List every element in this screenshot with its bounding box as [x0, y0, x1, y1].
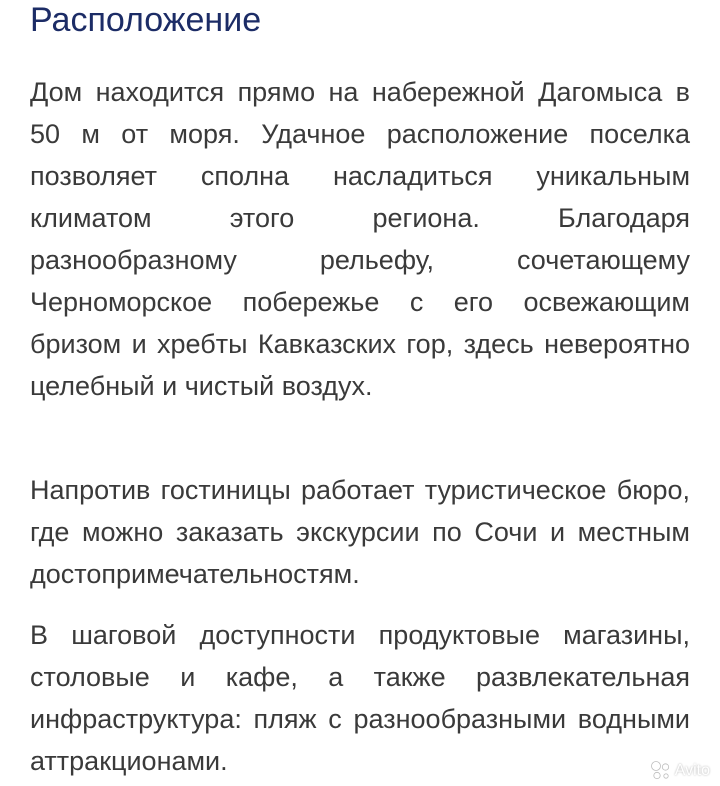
- nearby-amenities-paragraph: В шаговой доступности продуктовые магазины, столовые и кафе, а также развлекательная инфраструктура: пляж с разнообразными водными аттракционами.: [30, 620, 690, 776]
- location-paragraph: Дом находится прямо на набережной Дагомыса в 50 м от моря. Удачное расположение поселка позволяет сполна насладиться уникальным климатом этого региона. Благодаря разнообразному рельефу, сочетающему Черноморское побережье с его освежающим бризом и хребты Кавказских гор, здесь невероятно целебный и чистый воздух.: [30, 77, 690, 401]
- tour-bureau-paragraph: Напротив гостиницы работает туристическое бюро, где можно заказать экскурсии по Сочи и местным достопримечательностям.: [30, 475, 690, 589]
- section-title: Расположение: [30, 1, 262, 39]
- avito-watermark: [650, 760, 710, 782]
- avito-logo-icon: [650, 760, 672, 782]
- avito-watermark-text: Avito: [674, 762, 710, 779]
